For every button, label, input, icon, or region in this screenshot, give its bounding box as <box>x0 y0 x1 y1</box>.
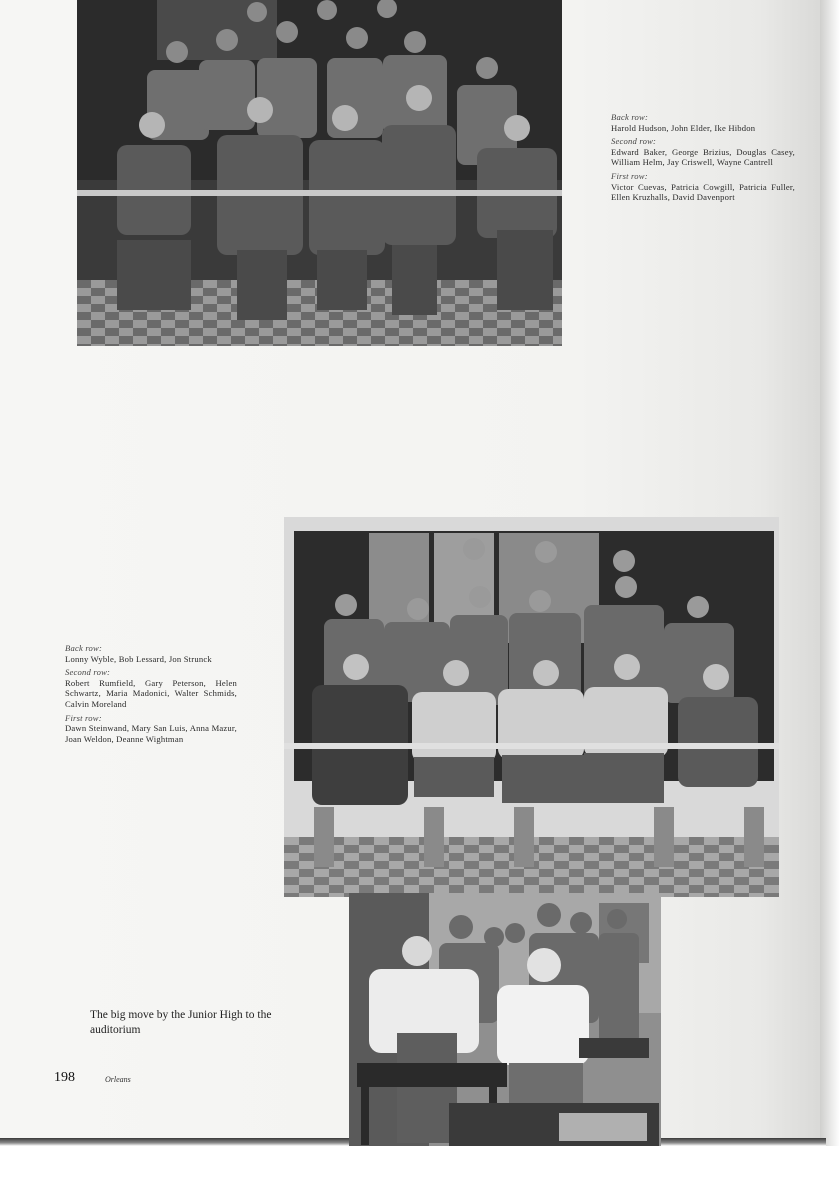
caption-2-back-names: Lonny Wyble, Bob Lessard, Jon Strunck <box>65 653 212 664</box>
photo-2-caption <box>65 643 237 747</box>
caption-1-first-names: Victor Cuevas, Patricia Cowgill, Patricia Fuller, Ellen Kruzhalls, David Davenport <box>611 181 795 203</box>
class-photo-2 <box>284 517 779 897</box>
caption-2-back-label: Back row: <box>65 643 103 653</box>
class-photo-1 <box>77 0 562 346</box>
caption-2-first-label: First row: <box>65 712 102 723</box>
page-number: 198 <box>54 1070 75 1085</box>
caption-1-back-names: Harold Hudson, John Elder, Ike Hibdon <box>611 122 756 133</box>
photo-1-caption <box>611 112 795 206</box>
class-photo-1-image <box>77 0 562 346</box>
spine-shadow <box>820 0 840 1146</box>
caption-1-second-label: Second row: <box>611 136 657 147</box>
caption-2-second-names: Robert Rumfield, Gary Peterson, Helen Schwartz, Maria Madonici, Walter Schmids, Calvin Moreland <box>65 677 237 709</box>
caption-1-second-names: Edward Baker, George Brizius, Douglas Casey, William Helm, Jay Criswell, Wayne Cantrell <box>611 146 795 168</box>
caption-2-second-label: Second row: <box>65 667 111 678</box>
caption-1-back-label: Back row: <box>611 112 649 122</box>
move-photo-image <box>349 893 661 1146</box>
caption-2-first-names: Dawn Steinwand, Mary San Luis, Anna Mazur, Joan Weldon, Deanne Wightman <box>65 723 237 744</box>
move-photo-caption: The big move by the Junior High to the auditorium <box>90 1009 272 1036</box>
caption-1-first-label: First row: <box>611 170 648 181</box>
move-photo <box>349 893 661 1146</box>
book-title: Orleans <box>105 1075 131 1084</box>
class-photo-2-image <box>284 517 779 897</box>
